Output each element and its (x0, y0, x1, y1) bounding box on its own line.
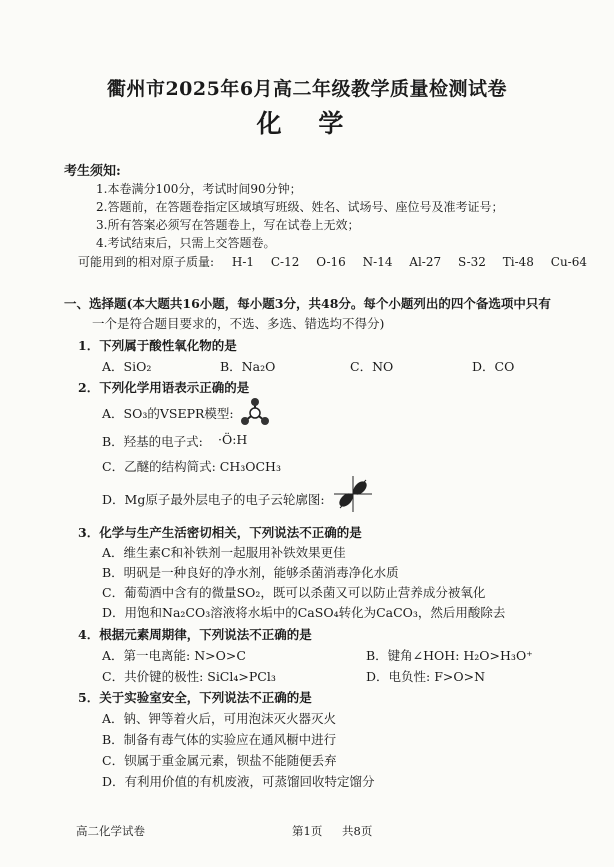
atomic-masses (78, 253, 600, 270)
notice-heading: 考生须知: (64, 164, 121, 179)
notice-item-4: 4.考试结束后，只需上交答题卷。 (96, 236, 276, 250)
q3-option-c: C．葡萄酒中含有的微量SO₂，既可以杀菌又可以防止营养成分被氧化 (102, 585, 486, 600)
q3-option-a: A．维生素C和补铁剂一起服用补铁效果更佳 (102, 545, 346, 560)
q5-option-b: B．制备有毒气体的实验应在通风橱中进行 (102, 732, 337, 747)
q2-option-b: B．羟基的电子式: (102, 434, 203, 449)
masses-label: 可能用到的相对原子质量: (78, 255, 215, 269)
question-1-stem: 1．下列属于酸性氧化物的是 (78, 338, 237, 353)
mass-s: S-32 (457, 255, 486, 269)
q4-option-b: B．键角∠HOH: H₂O>H₃O⁺ (366, 648, 533, 663)
q5-option-c: C．钡属于重金属元素，钡盐不能随便丢弃 (102, 753, 337, 768)
exam-subject: 化 学 (256, 109, 358, 138)
q1-option-c: C．NO (350, 359, 394, 374)
q5-option-d: D．有利用价值的有机废液，可蒸馏回收特定馏分 (102, 774, 375, 789)
mass-al: Al-27 (409, 255, 442, 269)
q2-option-d: D．Mg原子最外层电子的电子云轮廓图: (102, 492, 325, 507)
q2-option-a: A．SO₃的VSEPR模型: (102, 406, 234, 421)
footer-total-pages: 共8页 (342, 824, 373, 838)
notice-item-1: 1.本卷满分100分，考试时间90分钟； (96, 182, 302, 196)
mass-cu: Cu-64 (550, 255, 587, 269)
mass-h: H-1 (231, 255, 255, 269)
footer-page-number: 第1页 (292, 824, 323, 838)
q4-option-c: C．共价键的极性: SiCl₄>PCl₃ (102, 669, 276, 684)
mass-ti: Ti-48 (502, 255, 534, 269)
notice-item-2: 2.答题前，在答题卷指定区域填写班级、姓名、试场号、座位号及准考证号； (96, 200, 504, 214)
section-instructions: 一个是符合题目要求的，不选、多选、错选均不得分) (92, 316, 385, 331)
electron-cloud-icon (332, 474, 374, 514)
q3-option-b: B．明矾是一种良好的净水剂，能够杀菌消毒净化水质 (102, 565, 399, 580)
q5-option-a: A．钠、钾等着火后，可用泡沫灭火器灭火 (102, 711, 337, 726)
q1-option-d: D．CO (472, 359, 515, 374)
question-4-stem: 4．根据元素周期律，下列说法不正确的是 (78, 627, 312, 642)
mass-o: O-16 (316, 255, 346, 269)
q4-option-d: D．电负性: F>O>N (366, 669, 486, 684)
q4-option-a: A．第一电离能: N>O>C (102, 648, 246, 663)
question-3-stem: 3．化学与生产生活密切相关，下列说法不正确的是 (78, 525, 362, 540)
footer-paper-name: 高二化学试卷 (76, 824, 145, 838)
mass-n: N-14 (362, 255, 393, 269)
mass-c: C-12 (270, 255, 300, 269)
question-5-stem: 5．关于实验室安全，下列说法不正确的是 (78, 690, 312, 705)
exam-title: 衢州市2025年6月高二年级教学质量检测试卷 (106, 78, 508, 100)
section-heading: 一、选择题(本大题共16小题，每小题3分，共48分。每个小题列出的四个备选项中只有 (64, 296, 551, 311)
question-2-stem: 2．下列化学用语表示正确的是 (78, 380, 250, 395)
q1-option-a: A．SiO₂ (102, 359, 152, 374)
q1-option-b: B．Na₂O (220, 359, 276, 374)
hydroxyl-electron-formula: ·Ö:H (218, 432, 248, 447)
q3-option-d: D．用饱和Na₂CO₃溶液将水垢中的CaSO₄转化为CaCO₃，然后用酸除去 (102, 605, 506, 620)
notice-item-3: 3.所有答案必须写在答题卷上，写在试卷上无效； (96, 218, 360, 232)
q2-option-c: C．乙醚的结构简式: CH₃OCH₃ (102, 459, 281, 474)
vsepr-model-icon (240, 397, 270, 427)
